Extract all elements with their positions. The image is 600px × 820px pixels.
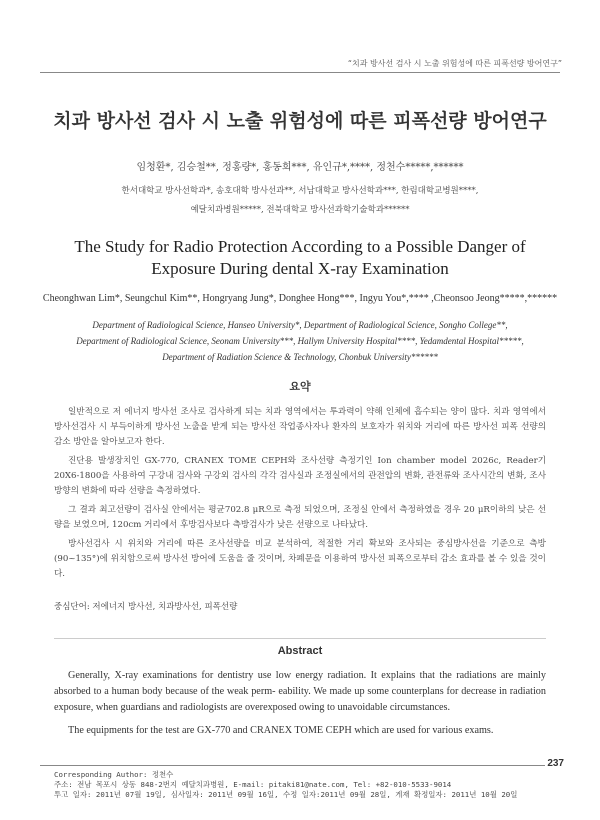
english-title bbox=[0, 236, 600, 280]
header-rule bbox=[40, 72, 560, 73]
english-abstract-paragraph: Generally, X-ray examinations for dentistry use low energy radiation. It explains that the radiations are mainly absorbed to a human body because of the weak perm- eability. We made up some counterplans for decrease in radiation exposure, when guardians and radiologists are overexposed owing to unavoidable circumstances. bbox=[54, 670, 546, 713]
footer-line: 주소: 전남 목포시 상동 848-2번지 예달치과병원, E-mail: pitaki81@nate.com, Tel: +82-010-5533-9014 bbox=[54, 780, 452, 789]
footer-line: 투고 일자: 2011년 07월 19일, 심사일자: 2011년 09월 16일, 수정 일자:2011년 09월 28일, 게재 확정일자: 2011년 10월 20일 bbox=[54, 790, 518, 799]
korean-abstract-heading: 요약 bbox=[289, 380, 311, 393]
english-title-line-1: The Study for Radio Protection According to a Possible Danger of bbox=[74, 237, 526, 256]
abstract-heading: Abstract bbox=[277, 645, 323, 657]
korean-abstract-paragraph: 진단용 발생장치인 GX-770, CRANEX TOME CEPH와 조사선량 측정기인 Ion chamber model 2026c, Reader기 20X6-1800을 사용하여 구강내 검사와 구강외 검사의 각각 검사실과 조정실에서의 관전압의 변화, 관전류와 조사시간의 변화, 조사방향의 변화에 따라 선량을 측정하였다. bbox=[54, 456, 546, 496]
english-affiliation-line-2: Department of Radiological Science, Seonam University***, Hallym University Hospital****, Yedamdental Hospital*****, bbox=[76, 336, 524, 346]
korean-keywords: 중심단어: 저에너지 방사선, 치과방사선, 피폭선량 bbox=[54, 602, 238, 612]
english-abstract bbox=[54, 668, 546, 739]
abstract-divider bbox=[54, 638, 546, 639]
korean-authors: 임청환*, 김승철**, 정홍량*, 홍동희***, 유인규*,****, 정천수*****,****** bbox=[136, 162, 464, 173]
english-title-line-2: Exposure During dental X-ray Examination bbox=[151, 259, 449, 278]
korean-abstract-paragraph: 일반적으로 저 에너지 방사선 조사로 검사하게 되는 치과 영역에서는 투과력이 약해 인체에 흡수되는 양이 많다. 치과 영역에서 방사선검사 시 부득이하게 방사선 노출을 받게 되는 방사선 작업종사자나 환자의 보호자가 위치와 거리에 따른 방사선 피폭 선량의 감소 방안을 알아보고자 한다. bbox=[54, 407, 546, 447]
korean-abstract bbox=[54, 405, 546, 582]
page-number: 237 bbox=[547, 758, 564, 769]
footer-rule bbox=[40, 765, 545, 766]
footer-line: Corresponding Author: 정천수 bbox=[54, 770, 174, 779]
korean-title: 치과 방사선 검사 시 노출 위험성에 따른 피폭선량 방어연구 bbox=[53, 110, 547, 132]
korean-abstract-paragraph: 방사선검사 시 위치와 거리에 따른 조사선량을 비교 분석하여, 적절한 거리 확보와 조사되는 중심방사선을 기준으로 측방(90~135°)에 위치함으로써 방사선 방어에 도움을 줄 것이며, 차폐문을 이용하여 방사선 피폭으로부터 감소 효과를 볼 수 있을 것이다. bbox=[54, 539, 546, 579]
korean-abstract-paragraph: 그 결과 최고선량이 검사실 안에서는 평균702.8 μR으로 측정 되었으며, 조정실 안에서 측정하였을 경우 20 μR이하의 낮은 선량을 보였으며, 120cm 거리에서 후방검사보다 측방검사가 낮은 선량으로 나타났다. bbox=[54, 505, 546, 530]
korean-affiliation-line-2: 예달치과병원*****, 전북대학교 방사선과학기술학과****** bbox=[190, 205, 410, 215]
korean-affiliation-line-1: 한서대학교 방사선학과*, 송호대학 방사선과**, 서남대학교 방사선학과***, 한림대학교병원****, bbox=[121, 186, 479, 196]
english-abstract-paragraph: The equipments for the test are GX-770 and CRANEX TOME CEPH which are used for various exams. bbox=[68, 725, 494, 736]
corresponding-author-footer bbox=[54, 770, 544, 800]
english-affiliation-line-3: Department of Radiation Science & Technology, Chonbuk University****** bbox=[162, 352, 438, 362]
english-affiliation-line-1: Department of Radiological Science, Hanseo University*, Department of Radiological Science, Songho College**, bbox=[92, 320, 508, 330]
running-header: “치과 방사선 검사 시 노출 위험성에 따른 피폭선량 방어연구” bbox=[347, 59, 562, 68]
english-authors: Cheonghwan Lim*, Seungchul Kim**, Hongryang Jung*, Donghee Hong***, Ingyu You*,**** ,Cheonsoo Jeong*****,****** bbox=[42, 293, 558, 304]
